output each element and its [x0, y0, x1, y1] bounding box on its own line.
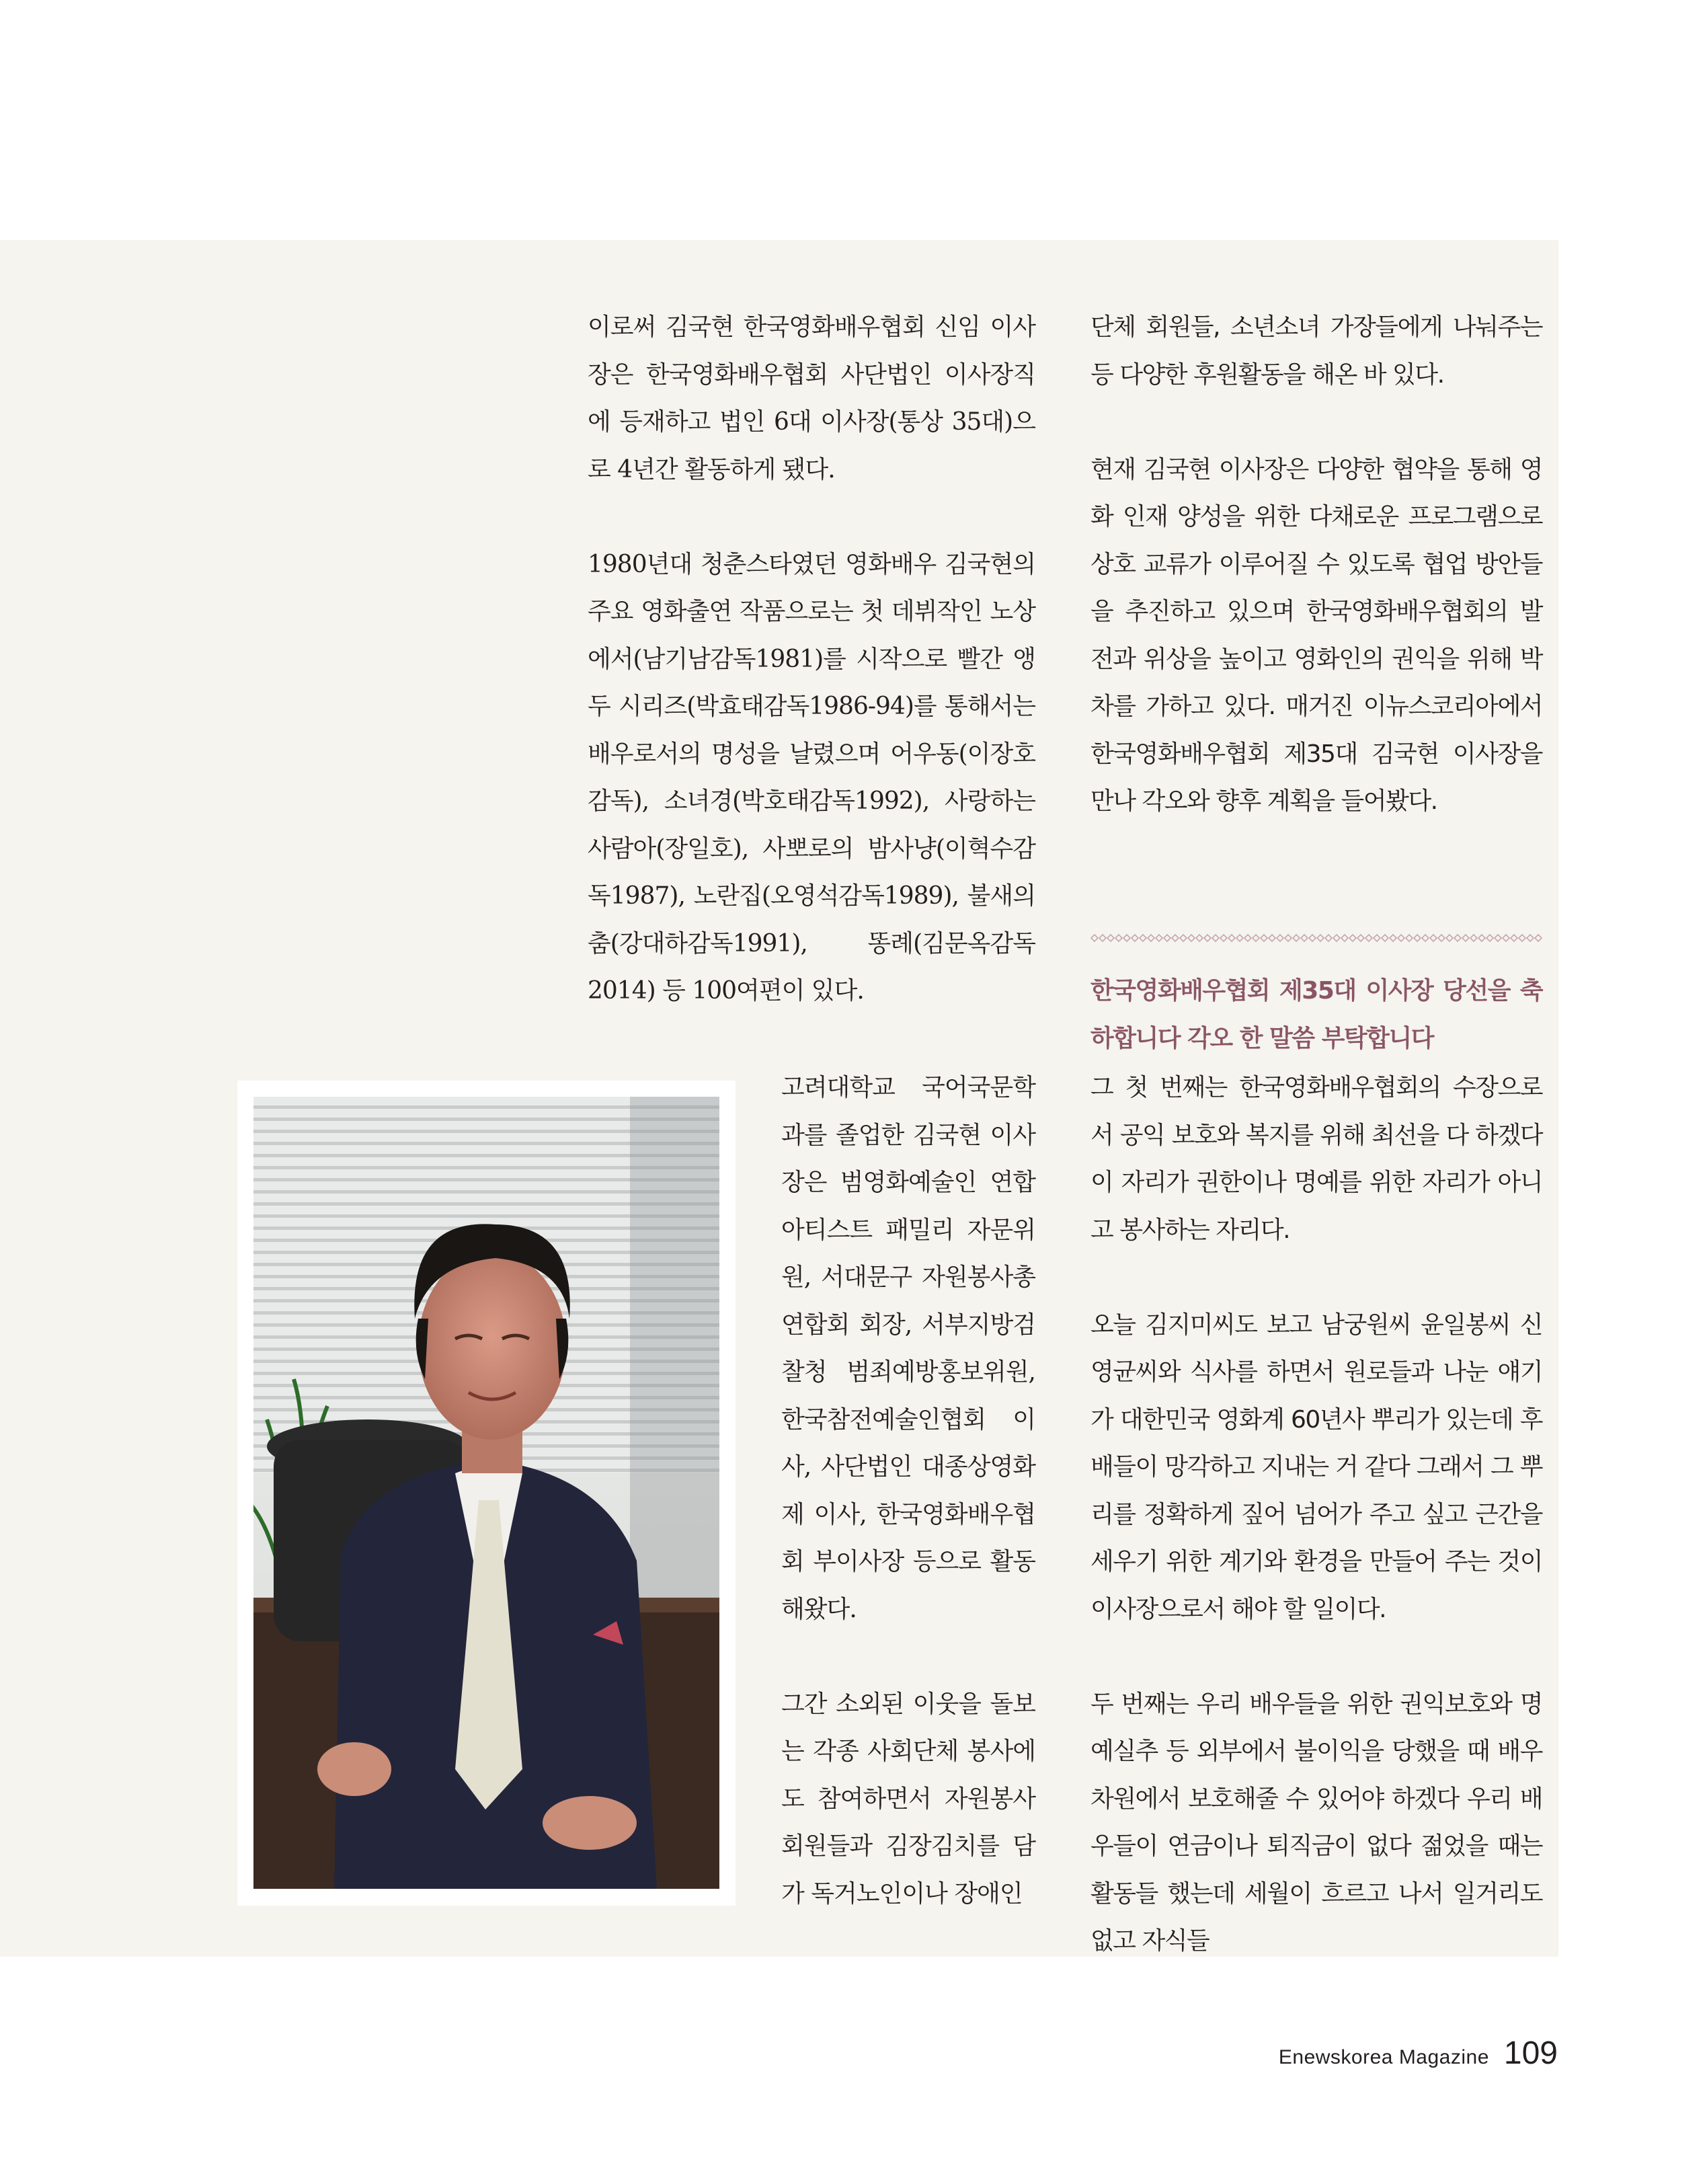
- paragraph: 오늘 김지미씨도 보고 남궁원씨 윤일봉씨 신영균씨와 식사를 하면서 원로들과 나눈 얘기가 대한민국 영화계 60년사 뿌리가 있는데 후배들이 망각하고 지내는 거 같다 그래서 그 뿌리를 정확하게 짚어 넘어가 주고 싶고 근간을 세우기 위한 계기와 환경을 만들어 주는 것이 이사장으로서 해야 할 일이다.: [1090, 1311, 1542, 1623]
- magazine-name: Enewskorea Magazine: [1278, 2046, 1489, 2068]
- article-column-right-answer: [1090, 1064, 1542, 1965]
- photo-frame: [237, 1081, 736, 1906]
- paragraph: 두 번째는 우리 배우들을 위한 권익보호와 명예실추 등 외부에서 불이익을 당했을 때 배우차원에서 보호해줄 수 있어야 하겠다 우리 배우들이 연금이나 퇴직금이 없다 젊었을 때는 활동들 했는데 세월이 흐르고 나서 일거리도 없고 자식들: [1090, 1690, 1542, 1955]
- paragraph: 현재 김국현 이사장은 다양한 협약을 통해 영화 인재 양성을 위한 다채로운 프로그램으로 상호 교류가 이루어질 수 있도록 협업 방안들을 추진하고 있으며 한국영화배우협회의 발전과 위상을 높이고 영화인의 권익을 위해 박차를 가하고 있다. 매거진 이뉴스코리아에서 한국영화배우협회 제35대 김국현 이사장을 만나 각오와 향후 계획을 들어봤다.: [1090, 455, 1542, 815]
- page-footer: [1279, 2035, 1558, 2075]
- paragraph: 그 첫 번째는 한국영화배우협회의 수장으로서 공익 보호와 복지를 위해 최선을 다 하겠다 이 자리가 권한이나 명예를 위한 자리가 아니고 봉사하는 자리다.: [1090, 1074, 1542, 1244]
- paragraph: 단체 회원들, 소년소녀 가장들에게 나눠주는 등 다양한 후원활동을 해온 바 있다.: [1090, 313, 1542, 389]
- paragraph: 이로써 김국현 한국영화배우협회 신임 이사장은 한국영화배우협회 사단법인 이사장직에 등재하고 법인 6대 이사장(통상 35대)으로 4년간 활동하게 됐다.: [588, 313, 1035, 483]
- paragraph: 고려대학교 국어국문학과를 졸업한 김국현 이사장은 범영화예술인 연합 아티스트 패밀리 자문위원, 서대문구 자원봉사총연합회 회장, 서부지방검찰청 범죄예방홍보위원, 한국참전예술인협회 이사, 사단법인 대종상영화제 이사, 한국영화배우협회 부이사장 등으로 활동해왔다.: [781, 1074, 1035, 1623]
- article-column-right-top: [1090, 304, 1542, 826]
- paragraph: 1980년대 청춘스타였던 영화배우 김국현의 주요 영화출연 작품으로는 첫 데뷔작인 노상에서(남기남감독1981)를 시작으로 빨간 앵두 시리즈(박효태감독1986-94)를 통해서는 배우로서의 명성을 날렸으며 어우동(이장호감독), 소녀경(박호태감독1992), 사랑하는 사람아(장일호), 사뽀로의 밤사냥(이혁수감독1987), 노란집(오영석감독1989), 불새의 춤(강대하감독1991), 똥례(김문옥감독2014) 등 100여편이 있다.: [588, 550, 1035, 1005]
- interview-question: 한국영화배우협회 제35대 이사장 당선을 축하합니다 각오 한 말씀 부탁합니다: [1090, 977, 1542, 1052]
- article-column-left: [588, 304, 1035, 1015]
- portrait-photo: [253, 1097, 719, 1889]
- article-column-middle: [781, 1064, 1035, 1918]
- page-number: 109: [1503, 2035, 1558, 2071]
- decorative-diamond-divider: [1090, 924, 1542, 952]
- paragraph: 그간 소외된 이웃을 돌보는 각종 사회단체 봉사에도 참여하면서 자원봉사 회원들과 김장김치를 담가 독거노인이나 장애인: [781, 1690, 1035, 1908]
